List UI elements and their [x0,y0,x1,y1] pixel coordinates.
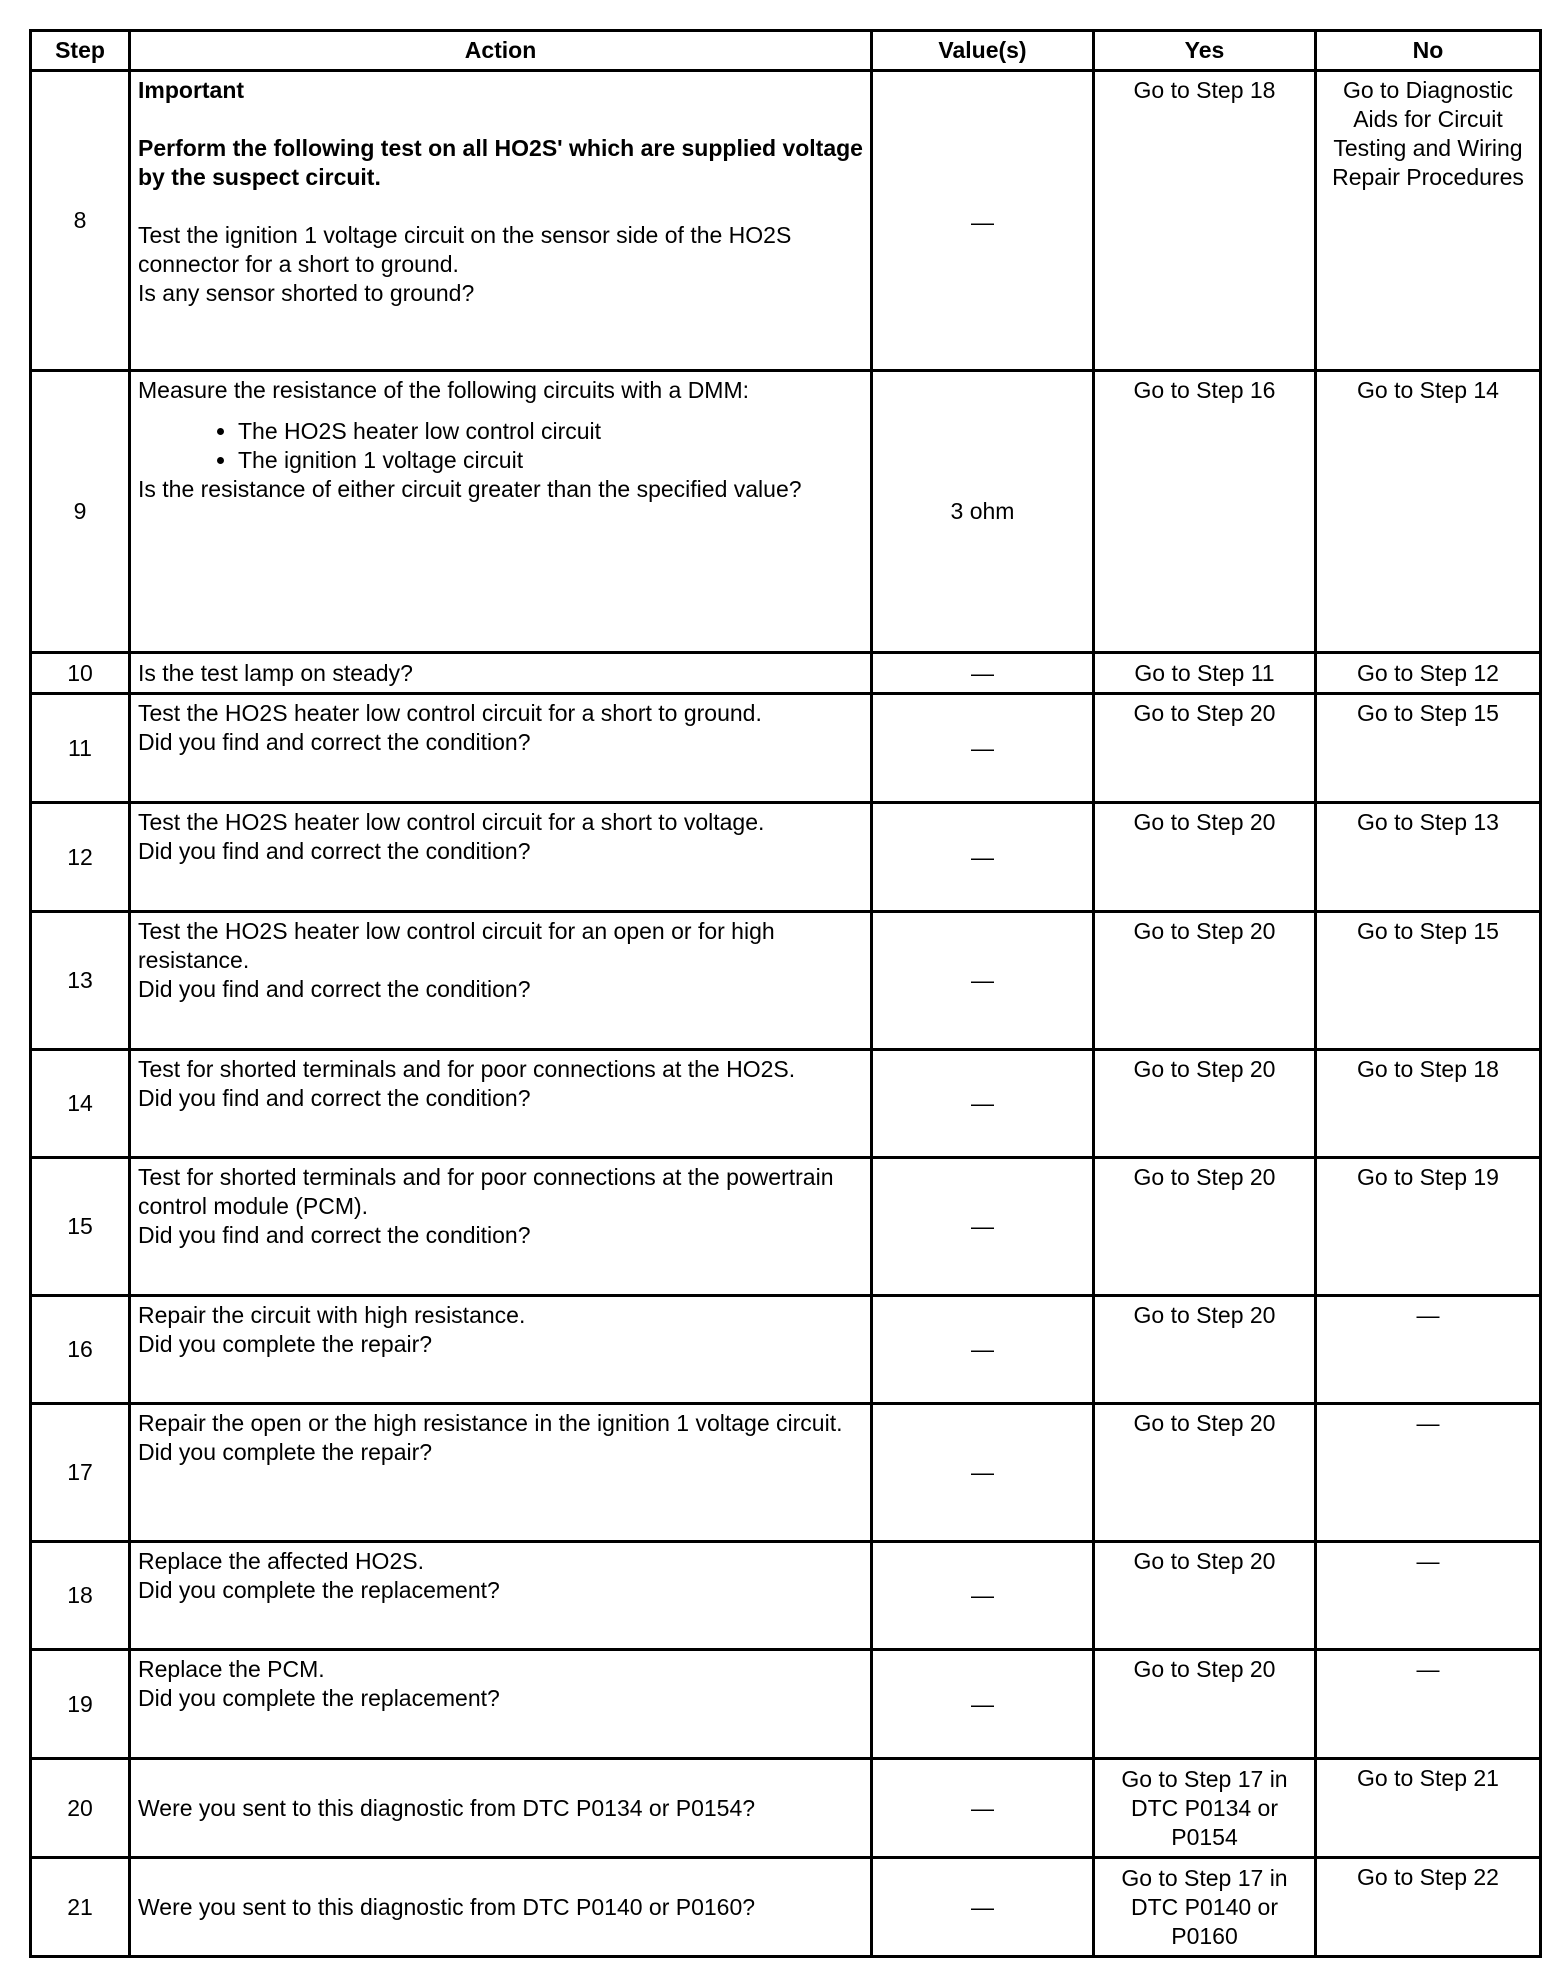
no-link[interactable]: Go to Step 14 [1357,377,1499,403]
action-text: Test for shorted terminals and for poor connections at the powertrain control module (PCM). [138,1164,834,1219]
action-question: Were you sent to this diagnostic from DTC P0134 or P0154? [138,1794,756,1821]
table-row [31,912,1541,1050]
action-cell [130,1650,872,1759]
header-row [31,31,1541,71]
no-cell [1316,1650,1541,1759]
circuit-list [138,417,863,475]
step-number: 8 [31,71,130,371]
no-cell [1316,1542,1541,1650]
step-number: 19 [31,1650,130,1759]
action-text: Measure the resistance of the following circuits with a DMM: [138,377,750,403]
header-action: Action [130,31,872,71]
table-row [31,1650,1541,1759]
action-cell [130,71,872,371]
step-number: 9 [31,371,130,653]
no-link[interactable]: Go to Diagnostic Aids for Circuit Testing and Wiring Repair Procedures [1332,77,1524,190]
step-number: 18 [31,1542,130,1650]
yes-cell [1094,371,1316,653]
yes-link[interactable]: Go to Step 20 [1133,1548,1276,1574]
table-row [31,1158,1541,1296]
action-text: Test the HO2S heater low control circuit for a short to ground. [138,700,762,726]
value-cell: — [872,1759,1094,1858]
header-yes: Yes [1094,31,1316,71]
action-cell [130,1404,872,1542]
value-cell: — [872,1050,1094,1158]
no-value: — [1416,1410,1440,1436]
action-question: Is the resistance of either circuit greater than the specified value? [138,476,802,502]
header-values: Value(s) [872,31,1094,71]
yes-cell [1094,694,1316,803]
no-value: — [1416,1656,1440,1682]
list-item: • The ignition 1 voltage circuit [238,446,863,475]
action-cell [130,653,872,694]
table-row [31,1050,1541,1158]
yes-link[interactable]: Go to Step 20 [1133,918,1276,944]
no-cell [1316,1158,1541,1296]
action-question: Did you find and correct the condition? [138,1085,531,1111]
action-question: Is any sensor shorted to ground? [138,280,475,306]
yes-cell [1094,1542,1316,1650]
yes-cell [1094,1296,1316,1404]
action-text: Replace the PCM. [138,1656,325,1682]
action-cell [130,1759,872,1858]
table-row [31,371,1541,653]
yes-link[interactable]: Go to Step 20 [1133,700,1276,726]
no-value: — [1416,1548,1440,1574]
no-cell [1316,1858,1541,1957]
value-cell: — [872,1650,1094,1759]
action-question: Did you complete the replacement? [138,1685,500,1711]
step-number: 21 [31,1858,130,1957]
no-link[interactable]: Go to Step 12 [1316,653,1541,694]
yes-cell [1094,1050,1316,1158]
header-step: Step [31,31,130,71]
value-cell: — [872,1296,1094,1404]
action-text: Test for shorted terminals and for poor connections at the HO2S. [138,1056,796,1082]
value-cell: 3 ohm [872,371,1094,653]
action-question: Did you complete the repair? [138,1439,433,1465]
no-link[interactable]: Go to Step 15 [1357,918,1499,944]
step-number: 10 [31,653,130,694]
yes-link[interactable]: Go to Step 20 [1133,1410,1276,1436]
action-question: Is the test lamp on steady? [138,659,413,686]
action-question: Did you find and correct the condition? [138,976,531,1002]
important-note: Perform the following test on all HO2S' which are supplied voltage by the suspect circuit. [138,135,863,190]
action-question: Did you find and correct the condition? [138,1222,531,1248]
list-item: • The HO2S heater low control circuit [238,417,863,446]
action-question: Did you find and correct the condition? [138,838,531,864]
action-text: Replace the affected HO2S. [138,1548,424,1574]
step-number: 11 [31,694,130,803]
step-number: 17 [31,1404,130,1542]
value-cell: — [872,1858,1094,1957]
yes-cell [1094,803,1316,912]
no-cell [1316,694,1541,803]
value-cell: — [872,694,1094,803]
action-cell [130,1542,872,1650]
action-text: Test the ignition 1 voltage circuit on the sensor side of the HO2S connector for a short to ground. [138,222,792,277]
value-text: — [971,209,994,235]
step-number: 16 [31,1296,130,1404]
action-cell [130,1158,872,1296]
yes-link[interactable]: Go to Step 11 [1094,653,1316,694]
no-cell [1316,803,1541,912]
step-number: 20 [31,1759,130,1858]
no-cell [1316,371,1541,653]
yes-cell [1094,71,1316,371]
step-number: 14 [31,1050,130,1158]
step-number: 12 [31,803,130,912]
value-cell: — [872,1404,1094,1542]
yes-link[interactable]: Go to Step 20 [1133,809,1276,835]
table-row [31,1296,1541,1404]
no-value: — [1416,1302,1440,1328]
table-row [31,1858,1541,1957]
action-cell [130,803,872,912]
yes-link[interactable]: Go to Step 20 [1133,1164,1276,1190]
yes-link[interactable]: Go to Step 18 [1133,77,1276,103]
action-question: Were you sent to this diagnostic from DTC P0140 or P0160? [138,1893,756,1920]
no-link[interactable]: Go to Step 21 [1357,1765,1499,1791]
no-link[interactable]: Go to Step 18 [1357,1056,1499,1082]
diagnostic-table [29,29,1542,1958]
yes-link[interactable]: Go to Step 20 [1133,1056,1276,1082]
table-row [31,653,1541,694]
step-number: 15 [31,1158,130,1296]
no-cell [1316,912,1541,1050]
yes-cell [1094,1404,1316,1542]
action-cell [130,1050,872,1158]
no-cell [1316,1050,1541,1158]
yes-link[interactable]: Go to Step 20 [1133,1656,1276,1682]
table-row [31,803,1541,912]
table-row [31,694,1541,803]
action-question: Did you find and correct the condition? [138,729,531,755]
action-question: Did you complete the repair? [138,1331,433,1357]
action-text: Repair the circuit with high resistance. [138,1302,526,1328]
value-cell [872,71,1094,371]
no-cell [1316,1404,1541,1542]
important-label: Important [138,77,245,103]
yes-link[interactable]: Go to Step 17 in DTC P0134 or P0154 [1094,1759,1316,1858]
action-cell [130,1296,872,1404]
no-cell [1316,1296,1541,1404]
yes-link[interactable]: Go to Step 17 in DTC P0140 or P0160 [1094,1858,1316,1957]
yes-link[interactable]: Go to Step 16 [1133,377,1276,403]
action-text: Test the HO2S heater low control circuit for an open or for high resistance. [138,918,775,973]
value-cell: — [872,653,1094,694]
yes-cell [1094,1158,1316,1296]
value-cell: — [872,912,1094,1050]
no-link[interactable]: Go to Step 19 [1357,1164,1499,1190]
table-row [31,1542,1541,1650]
no-link[interactable]: Go to Step 13 [1357,809,1499,835]
action-text: Test the HO2S heater low control circuit for a short to voltage. [138,809,765,835]
action-text: Repair the open or the high resistance in the ignition 1 voltage circuit. [138,1410,843,1436]
action-question: Did you complete the replacement? [138,1577,500,1603]
no-cell [1316,1759,1541,1858]
yes-link[interactable]: Go to Step 20 [1133,1302,1276,1328]
action-cell [130,912,872,1050]
no-link[interactable]: Go to Step 15 [1357,700,1499,726]
value-cell: — [872,1542,1094,1650]
table-row [31,1404,1541,1542]
yes-cell [1094,912,1316,1050]
yes-cell [1094,1650,1316,1759]
no-cell [1316,71,1541,371]
action-cell [130,694,872,803]
action-cell [130,1858,872,1957]
value-cell: — [872,803,1094,912]
table-row [31,1759,1541,1858]
step-number: 13 [31,912,130,1050]
table-row [31,71,1541,371]
header-no: No [1316,31,1541,71]
action-cell [130,371,872,653]
value-cell: — [872,1158,1094,1296]
no-link[interactable]: Go to Step 22 [1357,1864,1499,1890]
